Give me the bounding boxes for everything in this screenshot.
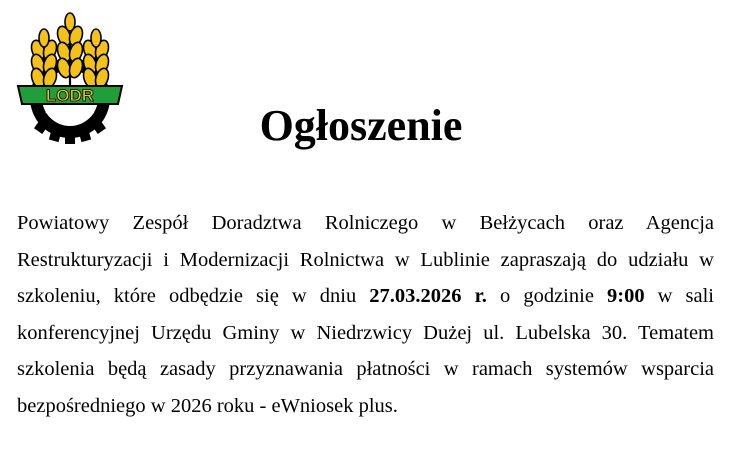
- event-time: 9:00: [607, 285, 645, 307]
- announcement-text: [17, 205, 714, 424]
- event-date: 27.03.2026 r.: [369, 285, 487, 307]
- logo-ring-text: KOŃSKOWOLA: [43, 108, 97, 125]
- announcement-text-part: Powiatowy Zespół Doradztwa Rolniczego w Bełżycach oraz Agencja Restrukturyzacji i Modernizacji Rolnictwa w Lublinie zapraszają do udziału w szkoleniu, które odbędzie się w dniu: [17, 212, 714, 307]
- announcement-text-part: w sali konferencyjnej Urzędu Gminy w Niedrzwicy Dużej ul. Lubelska 30. Tematem szkolenia będą zasady przyznawania płatności w ramach systemów wsparcia bezpośredniego w 2026 roku - eWniosek plus.: [17, 285, 714, 417]
- page-title: Ogłoszenie: [259, 101, 463, 150]
- announcement-text-part: o godzinie: [486, 285, 607, 307]
- logo-main-text: LODR: [45, 86, 95, 105]
